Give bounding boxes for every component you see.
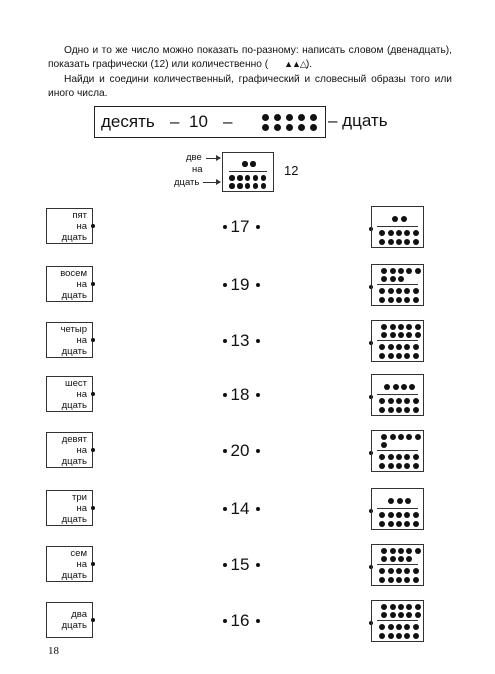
connect-point[interactable]: [256, 563, 260, 567]
dot: [250, 161, 256, 167]
dot-row: [378, 398, 420, 404]
dot: [413, 288, 419, 294]
dot: [388, 230, 394, 236]
word-part: четыр: [60, 323, 87, 335]
dot: [245, 175, 251, 181]
word-part: на: [76, 334, 87, 346]
ten-example-box: [94, 106, 326, 138]
dot: [388, 624, 394, 630]
quantity-dot-box: [371, 488, 424, 530]
dot: [381, 548, 387, 554]
connect-point[interactable]: [256, 283, 260, 287]
dot: [415, 548, 421, 554]
dot: [388, 568, 394, 574]
dot: [401, 216, 407, 222]
dot: [413, 568, 419, 574]
dot: [413, 577, 419, 583]
connect-point[interactable]: [91, 338, 95, 342]
dot: [379, 454, 385, 460]
dot: [413, 624, 419, 630]
word-part: дцать: [61, 345, 87, 357]
number-word-box: [46, 432, 93, 468]
connect-point[interactable]: [91, 448, 95, 452]
dot: [406, 556, 412, 562]
divider-line: [377, 620, 418, 621]
dot: [415, 434, 421, 440]
dot: [390, 434, 396, 440]
number-digit: 15: [230, 555, 250, 574]
connect-point[interactable]: [91, 392, 95, 396]
arrow-right-icon: [206, 158, 220, 159]
quantity-dot-box: [371, 600, 424, 642]
dot: [381, 332, 387, 338]
connect-point[interactable]: [91, 506, 95, 510]
number-word-box: [46, 266, 93, 302]
dot: [253, 183, 259, 189]
dot: [384, 384, 390, 390]
dot: [379, 398, 385, 404]
dot: [404, 633, 410, 639]
dot: [242, 161, 248, 167]
number-digit: 20: [230, 441, 250, 460]
dot: [406, 604, 412, 610]
ten-number: 10: [189, 112, 208, 131]
dot: [381, 324, 387, 330]
dot: [390, 324, 396, 330]
number-digit: 14: [230, 499, 250, 518]
dot: [388, 512, 394, 518]
word-part: дцать: [61, 289, 87, 301]
word-part: дцать: [61, 513, 87, 525]
divider-line: [377, 226, 418, 227]
number-word-box: [46, 546, 93, 582]
number-digit: 17: [230, 217, 250, 236]
dot: [413, 297, 419, 303]
dot-row: [378, 568, 420, 574]
dash: –: [170, 112, 180, 131]
dot-row: [380, 324, 422, 330]
dot: [388, 398, 394, 404]
number-word-box: [46, 602, 93, 638]
dot: [404, 624, 410, 630]
dot: [379, 577, 385, 583]
dot: [396, 398, 402, 404]
dot-row: [380, 548, 422, 554]
dot-row: [387, 498, 412, 504]
dot: [390, 548, 396, 554]
dot: [274, 124, 281, 131]
dot: [396, 353, 402, 359]
dot: [413, 633, 419, 639]
number-word-box: [46, 208, 93, 244]
dot: [406, 434, 412, 440]
word-part: на: [76, 278, 87, 290]
word-part: дцать: [61, 620, 87, 631]
word-part: сем: [70, 547, 87, 559]
dot: [405, 498, 411, 504]
dot: [379, 568, 385, 574]
divider-line: [377, 284, 418, 285]
connect-point[interactable]: [256, 339, 260, 343]
number-digit: 18: [230, 385, 250, 404]
dot: [409, 384, 415, 390]
dot: [396, 239, 402, 245]
dot: [404, 463, 410, 469]
connect-point[interactable]: [256, 449, 260, 453]
dot: [401, 384, 407, 390]
connect-point[interactable]: [256, 225, 260, 229]
dot: [310, 124, 317, 131]
dot: [298, 114, 305, 121]
number-digit: 16: [230, 611, 250, 630]
dot: [379, 288, 385, 294]
dot: [396, 512, 402, 518]
dot: [379, 463, 385, 469]
dot: [390, 604, 396, 610]
word-part: дцать: [61, 569, 87, 581]
quantity-dot-box: [371, 374, 424, 416]
dot: [390, 276, 396, 282]
dot: [388, 297, 394, 303]
dot: [406, 268, 412, 274]
word-part: шест: [64, 377, 87, 389]
intro-paragraph-1: Одно и то же число можно показать по-разному: написать словом (двенадцать), показать графически (12) или количественно ( ▲▲△).: [48, 45, 452, 70]
dot: [310, 114, 317, 121]
dot: [381, 612, 387, 618]
quantity-dot-box: [371, 320, 424, 362]
dot: [396, 288, 402, 294]
dot: [396, 407, 402, 413]
triangle-pictogram-icon: ▲▲△: [284, 58, 306, 69]
dot: [396, 577, 402, 583]
dtsat-suffix: – дцать: [328, 111, 388, 130]
dot-row: [378, 454, 420, 460]
word-part: дцать: [61, 455, 87, 467]
dot: [237, 183, 243, 189]
dot: [379, 633, 385, 639]
dot-row: [378, 633, 420, 639]
connect-point[interactable]: [91, 562, 95, 566]
dot: [398, 324, 404, 330]
dot: [274, 114, 281, 121]
dot: [388, 344, 394, 350]
dot: [261, 175, 267, 181]
dot: [413, 454, 419, 460]
word-part: пят: [72, 209, 87, 221]
dot: [413, 407, 419, 413]
dot-row: [380, 434, 422, 440]
dot: [237, 175, 243, 181]
divider-line: [377, 508, 418, 509]
number-digit: 13: [230, 331, 250, 350]
dot: [413, 344, 419, 350]
dot: [388, 577, 394, 583]
dot: [388, 498, 394, 504]
dot: [398, 612, 404, 618]
example-label-bottom: дцать: [174, 177, 200, 188]
dot: [381, 268, 387, 274]
dot: [396, 521, 402, 527]
arrow-right-icon: [203, 182, 220, 183]
dot-row: [391, 216, 408, 222]
dot: [398, 434, 404, 440]
dot: [379, 230, 385, 236]
dot: [406, 548, 412, 554]
word-part: восем: [60, 267, 87, 279]
example-number: 12: [284, 163, 299, 178]
example-label-top: две: [186, 152, 202, 163]
instructions: [48, 44, 452, 100]
dot: [388, 633, 394, 639]
word-part: на: [76, 220, 87, 232]
connect-point[interactable]: [256, 619, 260, 623]
dot: [229, 175, 235, 181]
dot: [379, 624, 385, 630]
dash: –: [223, 112, 233, 131]
dot-row: [378, 288, 420, 294]
dot-row: [380, 442, 388, 448]
dot-row: [380, 332, 422, 338]
dot: [379, 353, 385, 359]
quantity-dot-box: [371, 264, 424, 306]
word-part: на: [76, 558, 87, 570]
dot: [413, 239, 419, 245]
dot: [286, 124, 293, 131]
connect-point[interactable]: [256, 393, 260, 397]
dot: [245, 183, 251, 189]
dot: [404, 297, 410, 303]
dot: [390, 556, 396, 562]
dot: [396, 344, 402, 350]
dot: [404, 521, 410, 527]
dot: [404, 344, 410, 350]
dot: [379, 239, 385, 245]
dot: [413, 230, 419, 236]
dot: [406, 324, 412, 330]
dot-row: [228, 175, 267, 181]
dot-row: [378, 407, 420, 413]
dot: [381, 276, 387, 282]
dot-row: [378, 463, 420, 469]
dot: [262, 124, 269, 131]
dot: [388, 463, 394, 469]
dot: [381, 442, 387, 448]
dot: [398, 548, 404, 554]
dot: [413, 353, 419, 359]
dot: [398, 604, 404, 610]
dot: [406, 612, 412, 618]
connect-point[interactable]: [91, 282, 95, 286]
dot: [404, 239, 410, 245]
dot-row: [383, 384, 417, 390]
dot-row: [380, 604, 422, 610]
word-part: дцать: [61, 231, 87, 243]
dot: [381, 434, 387, 440]
dot: [398, 268, 404, 274]
dot: [298, 124, 305, 131]
intro-paragraph-2: Найди и соедини количественный, графический и словесный образы того или иного числа.: [48, 74, 452, 99]
dot: [413, 521, 419, 527]
number-word-box: [46, 376, 93, 412]
connect-point[interactable]: [256, 507, 260, 511]
dot: [415, 604, 421, 610]
dot-row: [378, 624, 420, 630]
dot-row: [378, 239, 420, 245]
dot: [390, 332, 396, 338]
dot: [396, 230, 402, 236]
dot: [396, 568, 402, 574]
dot-row: [380, 276, 405, 282]
dot: [404, 288, 410, 294]
dot: [379, 512, 385, 518]
dot-row: [380, 268, 422, 274]
ten-word: десять: [101, 112, 155, 131]
connect-point[interactable]: [91, 618, 95, 622]
dot: [396, 297, 402, 303]
dot: [286, 114, 293, 121]
dot: [388, 521, 394, 527]
dot: [381, 556, 387, 562]
dot-row: [378, 230, 420, 236]
dot: [413, 512, 419, 518]
word-part: на: [76, 388, 87, 400]
divider-line: [377, 394, 418, 395]
dot: [379, 344, 385, 350]
word-part: на: [76, 502, 87, 514]
dot: [379, 297, 385, 303]
dot: [393, 384, 399, 390]
divider-line: [229, 171, 267, 172]
number-word-box: [46, 490, 93, 526]
dot: [262, 114, 269, 121]
dot: [229, 183, 235, 189]
dot: [415, 612, 421, 618]
dot: [398, 556, 404, 562]
dot: [388, 239, 394, 245]
divider-line: [377, 340, 418, 341]
dot-row: [378, 577, 420, 583]
dot: [253, 175, 259, 181]
dot-row: [228, 183, 267, 189]
dot: [392, 216, 398, 222]
dot: [388, 407, 394, 413]
divider-line: [377, 564, 418, 565]
dot: [388, 288, 394, 294]
dot: [396, 633, 402, 639]
page-number: 18: [48, 645, 59, 657]
number-word-box: [46, 322, 93, 358]
dot: [406, 332, 412, 338]
dot: [396, 463, 402, 469]
number-digit: 19: [230, 275, 250, 294]
quantity-dot-box: [371, 430, 424, 472]
dot-row: [378, 297, 420, 303]
example-label-mid: на: [192, 164, 203, 175]
dot: [396, 454, 402, 460]
dot: [390, 612, 396, 618]
dot: [396, 624, 402, 630]
dot: [398, 276, 404, 282]
connect-point[interactable]: [91, 224, 95, 228]
divider-line: [377, 450, 418, 451]
dot: [388, 353, 394, 359]
dot: [404, 568, 410, 574]
dot: [404, 398, 410, 404]
dot-row: [380, 556, 414, 562]
dot: [415, 332, 421, 338]
word-part: девят: [61, 433, 87, 445]
dot: [404, 407, 410, 413]
quantity-dot-box: [371, 544, 424, 586]
dot-row: [241, 161, 257, 167]
dot: [404, 577, 410, 583]
dot: [379, 521, 385, 527]
dot-row: [380, 612, 422, 618]
dot-row: [378, 353, 420, 359]
word-part: два: [71, 609, 87, 620]
word-part: дцать: [61, 399, 87, 411]
dot: [404, 454, 410, 460]
dot: [404, 230, 410, 236]
dot: [413, 463, 419, 469]
word-part: три: [72, 491, 87, 503]
word-part: на: [76, 444, 87, 456]
dot: [379, 407, 385, 413]
dot: [397, 498, 403, 504]
dot-row: [378, 512, 420, 518]
dot-row: [378, 521, 420, 527]
dot-row: [378, 344, 420, 350]
dot: [390, 268, 396, 274]
dot: [415, 268, 421, 274]
dot: [261, 183, 267, 189]
dot: [413, 398, 419, 404]
dot: [404, 353, 410, 359]
dot: [398, 332, 404, 338]
quantity-dot-box: [371, 206, 424, 248]
dot: [388, 454, 394, 460]
ten-dots: [259, 113, 319, 133]
example-dot-box: [222, 152, 274, 192]
dot: [381, 604, 387, 610]
dot: [415, 324, 421, 330]
dot: [404, 512, 410, 518]
